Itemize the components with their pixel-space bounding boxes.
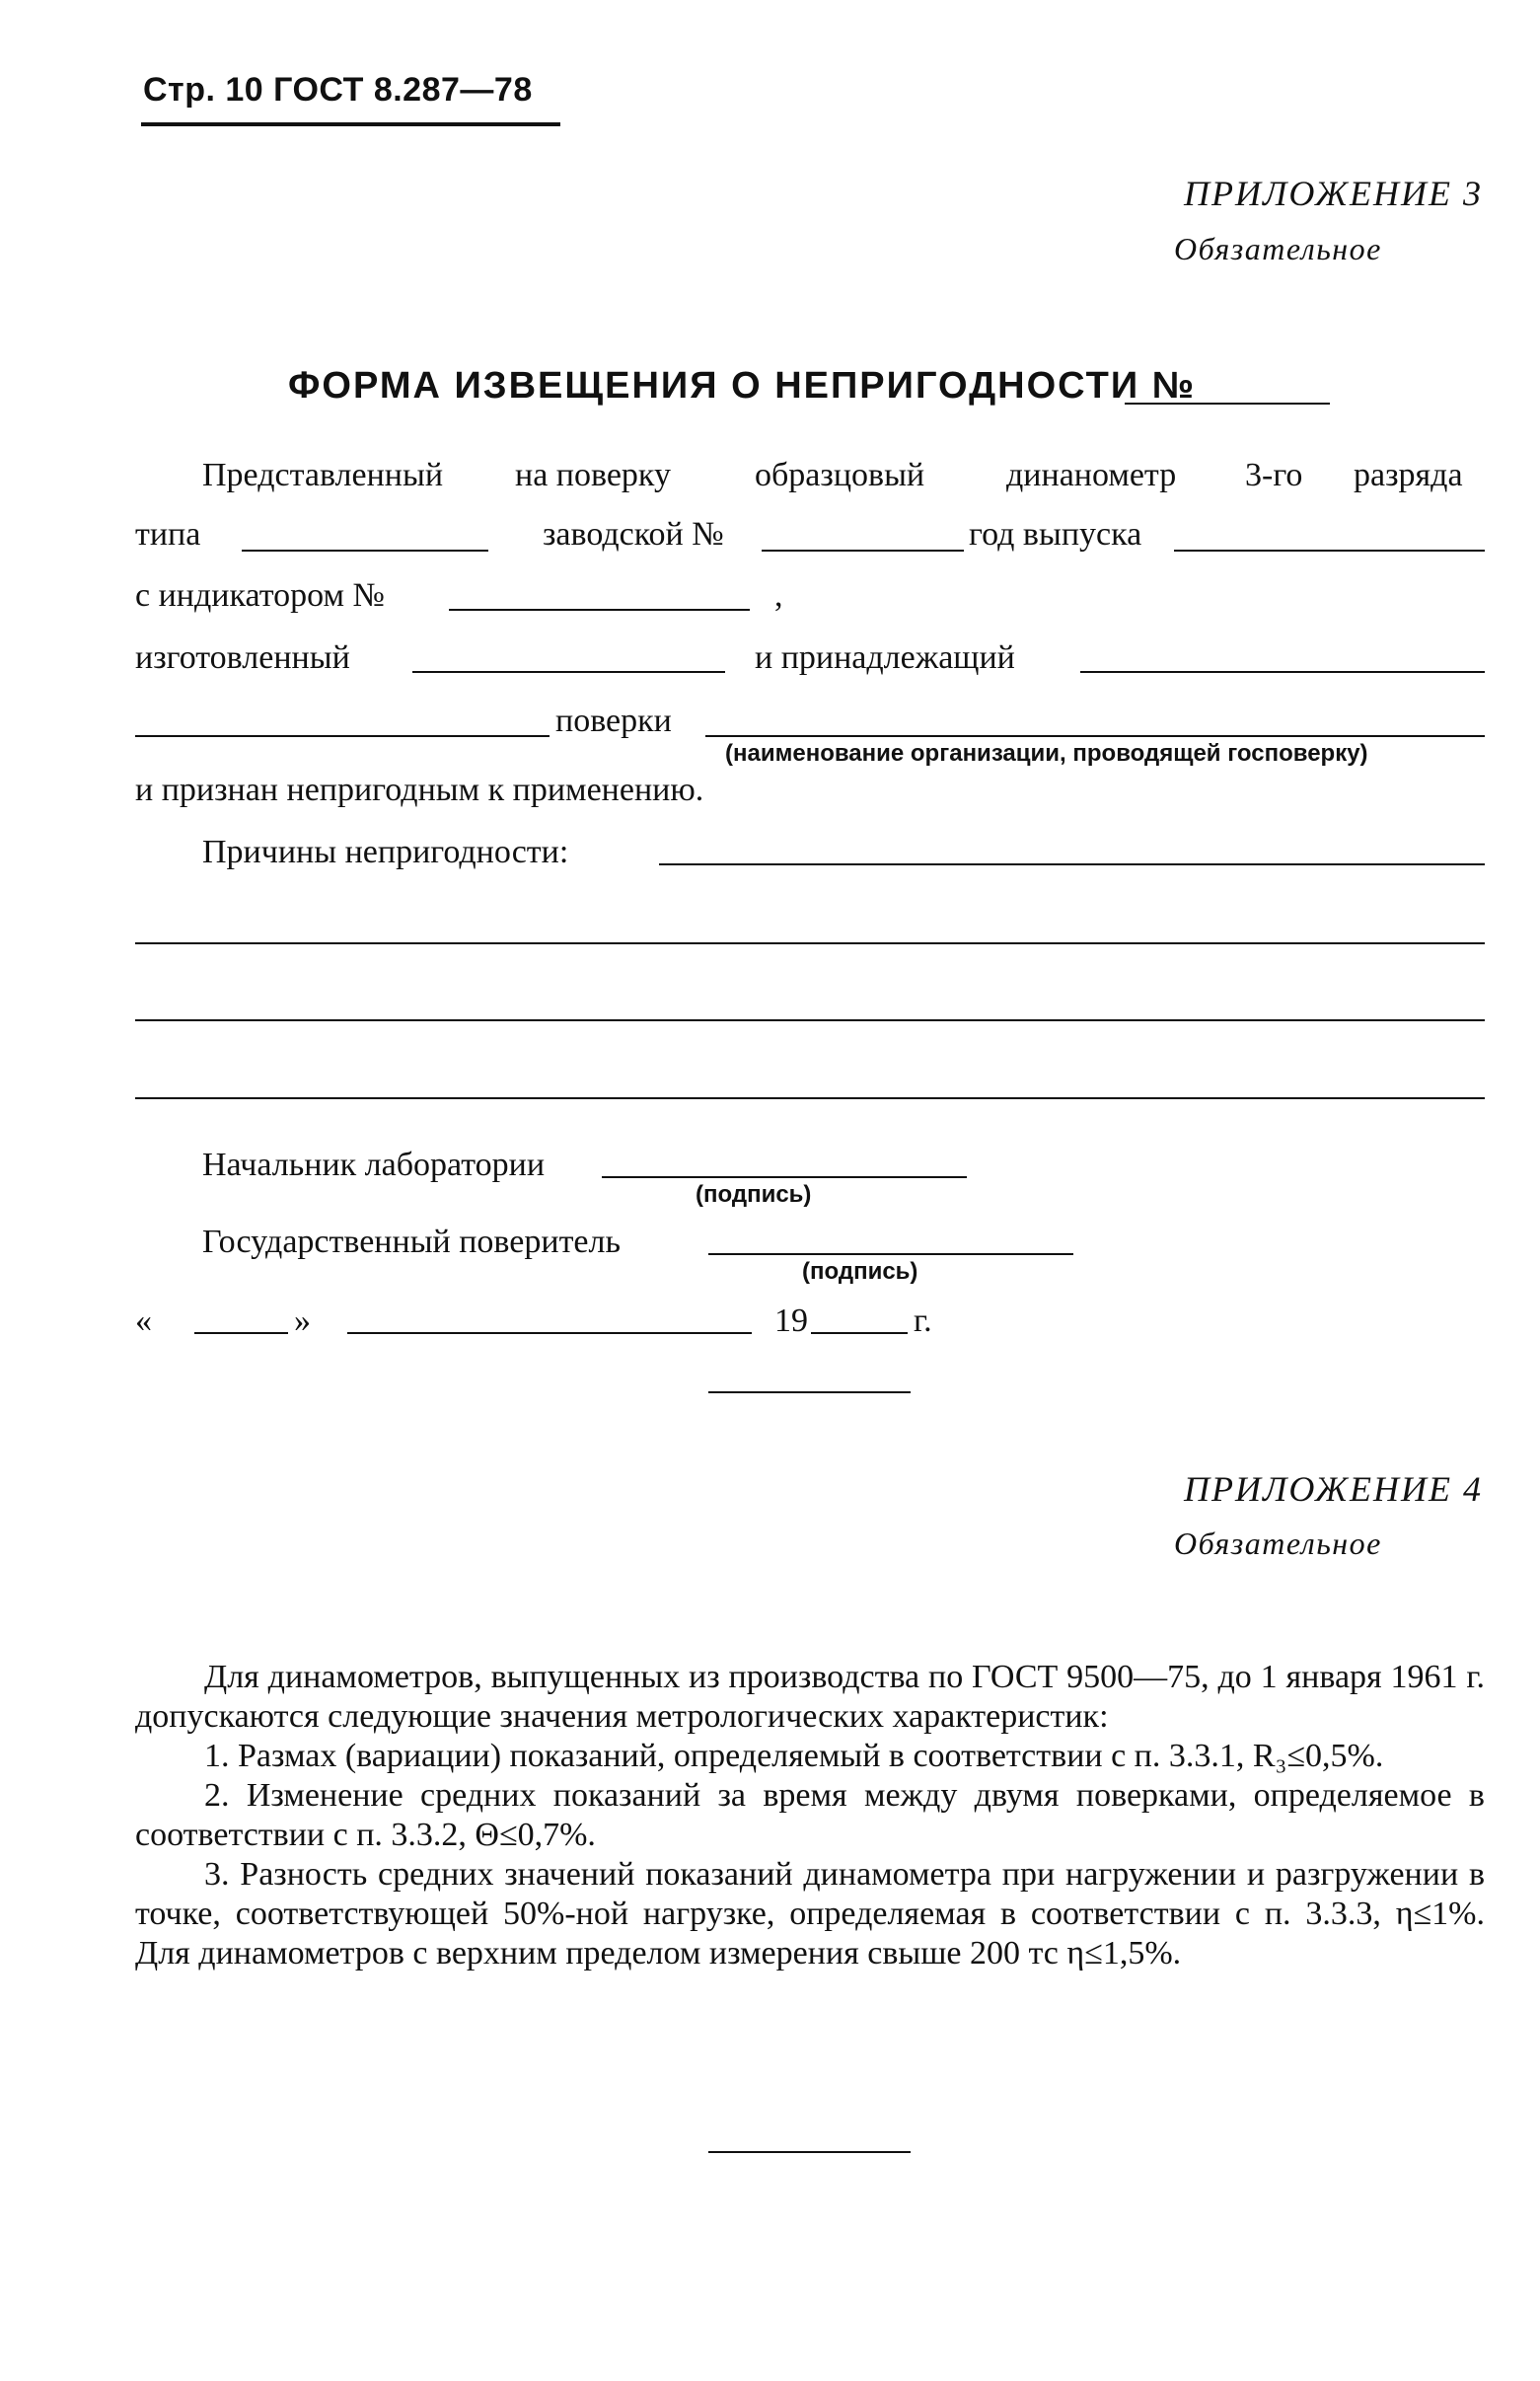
quote-close: » (294, 1302, 311, 1339)
appendix4-subtitle: Обязательное (1174, 1525, 1382, 1561)
manufacturer-field (412, 671, 725, 673)
reasons-label: Причины непригодности: (202, 834, 569, 870)
reasons-field (659, 863, 1485, 865)
header-rule (141, 122, 560, 126)
reasons-line-4 (135, 1097, 1485, 1099)
factory-number-field (762, 550, 964, 552)
day-field (194, 1332, 288, 1334)
unfit-statement: и признан непригодным к применению. (135, 772, 704, 808)
appendix4-body (135, 1658, 1485, 1973)
factory-number-label: заводской № (543, 516, 724, 553)
text-presented: Представленный (202, 457, 444, 493)
text-dynamometer: динанометр (1006, 457, 1177, 493)
bottom-separator (708, 2151, 911, 2153)
reasons-line-2 (135, 942, 1485, 944)
signature-caption-1: (подпись) (696, 1181, 812, 1208)
owner-label: и принадлежащий (755, 639, 1015, 676)
lab-head-signature-field (602, 1176, 967, 1178)
year-prefix: 19 (774, 1302, 808, 1339)
appendix4-item-1: 1. Размах (вариации) показаний, определяемый в соответствии с п. 3.3.1, R₃≤0,5%. (204, 1738, 1384, 1774)
type-label: типа (135, 516, 201, 553)
state-verifier-label: Государственный поверитель (202, 1224, 621, 1260)
quote-open: « (135, 1302, 152, 1339)
year-of-issue-field (1174, 550, 1485, 552)
lab-head-label: Начальник лаборатории (202, 1147, 546, 1183)
appendix3-subtitle: Обязательное (1174, 231, 1382, 266)
text-grade: разряда (1354, 457, 1463, 493)
year-of-issue-label: год выпуска (969, 516, 1142, 553)
appendix4-item-3: 3. Разность средних значений показаний динамометра при нагружении и разгружении в точке, соответствующей 50%-ной нагрузке, определяемая в соответствии с п. 3.3.3, η≤1%. Для динамометров с верхним пределом измерения свыше 200 тс η≤1,5%. (135, 1856, 1485, 1972)
text-reference: образцовый (755, 457, 925, 493)
indicator-label: с индикатором № (135, 577, 385, 614)
text-third: 3-го (1245, 457, 1303, 493)
year-field (811, 1332, 908, 1334)
signature-caption-2: (подпись) (802, 1258, 918, 1285)
year-suffix: г. (914, 1302, 932, 1339)
form-number-field (1125, 403, 1330, 405)
appendix4-intro: Для динамометров, выпущенных из производства по ГОСТ 9500—75, до 1 января 1961 г. допускаются следующие значения метрологических характеристик: (135, 1659, 1485, 1735)
verification-org-field (705, 735, 1485, 737)
appendix4-item-2: 2. Изменение средних показаний за время между двумя поверками, определяемое в соответствии с п. 3.3.2, Θ≤0,7%. (135, 1777, 1485, 1853)
month-field (347, 1332, 752, 1334)
reasons-line-3 (135, 1019, 1485, 1021)
manufactured-label: изготовленный (135, 639, 350, 676)
verification-type-field (135, 735, 550, 737)
org-caption: (наименование организации, проводящей госповерку) (725, 740, 1368, 767)
verification-label: поверки (555, 703, 672, 739)
type-field (242, 550, 488, 552)
appendix4-title: ПРИЛОЖЕНИЕ 4 (1184, 1469, 1483, 1509)
owner-field (1080, 671, 1485, 673)
state-verifier-signature-field (708, 1253, 1073, 1255)
indicator-comma: , (774, 577, 783, 614)
text-for-verification: на поверку (515, 457, 671, 493)
page-header: Стр. 10 ГОСТ 8.287—78 (143, 71, 533, 109)
form-title: ФОРМА ИЗВЕЩЕНИЯ О НЕПРИГОДНОСТИ № (288, 365, 1197, 407)
section-separator (708, 1391, 911, 1393)
appendix3-title: ПРИЛОЖЕНИЕ 3 (1184, 174, 1483, 213)
indicator-field (449, 609, 750, 611)
